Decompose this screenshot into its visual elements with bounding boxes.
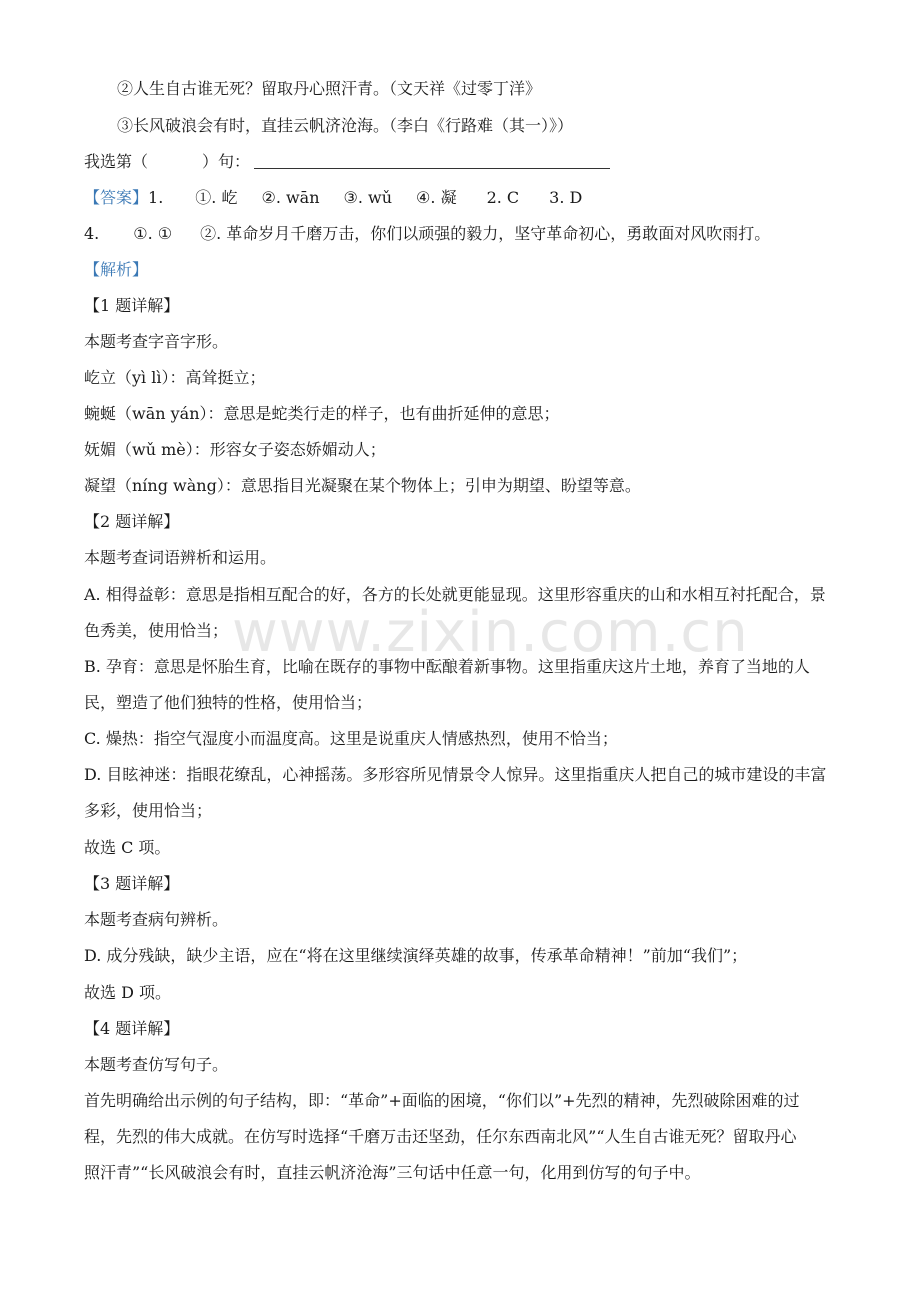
section-3-conclusion: 故选 D 项。	[84, 983, 172, 1002]
choice-prompt	[84, 151, 610, 173]
section-1-line-4: 妩媚（wǔ mè）：形容女子姿态娇媚动人；	[84, 440, 386, 459]
section-2-option-c: C. 燥热：指空气湿度小而温度高。这里是说重庆人情感热烈，使用不恰当；	[84, 729, 618, 748]
section-4-line-3: 程，先烈的伟大成就。在仿写时选择“千磨万击还坚劲，任尔东西南北风”“人生自古谁无死？留取丹心	[84, 1127, 797, 1146]
answer-q1-a: ①. 屹	[195, 188, 238, 207]
section-2-option-a-1: A. 相得益彰：意思是指相互配合的好，各方的长处就更能显现。这里形容重庆的山和水相互衬托配合，景	[84, 585, 826, 604]
section-2-option-b-1: B. 孕育：意思是怀胎生育，比喻在既存的事物中酝酿着新事物。这里指重庆这片土地，养育了当地的人	[84, 657, 810, 676]
answer-q2: 2. C	[486, 188, 520, 207]
section-2-option-d-2: 多彩，使用恰当；	[84, 801, 213, 820]
section-2-option-a-2: 色秀美，使用恰当；	[84, 621, 229, 640]
section-4-line-2: 首先明确给出示例的句子结构，即：“革命”+面临的困境，“你们以”+先烈的精神，先烈破除困难的过	[84, 1091, 800, 1110]
answer-q1-d: ④. 凝	[416, 188, 457, 207]
section-4-line-4: 照汗青”“长风破浪会有时，直挂云帆济沧海”三句话中任意一句，化用到仿写的句子中。	[84, 1163, 701, 1182]
poem-line-2: ②人生自古谁无死？留取丹心照汗青。（文天祥《过零丁洋》	[117, 79, 542, 98]
section-2-option-d-1: D. 目眩神迷：指眼花缭乱，心神摇荡。多形容所见情景令人惊异。这里指重庆人把自己的城市建设的丰富	[84, 765, 827, 784]
section-1-line-5: 凝望（níng wàng）：意思指目光凝聚在某个物体上；引申为期望、盼望等意。	[84, 476, 641, 495]
answer-label: 【答案】	[84, 188, 149, 207]
watermark: www.zixin.com.cn	[232, 600, 749, 665]
section-2-heading: 【2 题详解】	[84, 512, 180, 531]
answer-blank-line[interactable]	[254, 152, 610, 169]
choice-suffix: ）句：	[202, 152, 251, 171]
section-1-line-1: 本题考查字音字形。	[84, 332, 229, 351]
section-1-line-3: 蜿蜒（wān yán）：意思是蛇类行走的样子，也有曲折延伸的意思；	[84, 404, 560, 423]
answer-q4-b: ②. 革命岁月千磨万击，你们以顽强的毅力，坚守革命初心，勇敢面对风吹雨打。	[200, 224, 771, 243]
answer-q1-c: ③. wǔ	[343, 188, 393, 207]
section-3-heading: 【3 题详解】	[84, 874, 180, 893]
answer-q4-a: ①. ①	[133, 224, 173, 243]
answer-q4-row	[84, 223, 770, 245]
section-1-line-2: 屹立（yì lì）：高耸挺立；	[84, 368, 266, 387]
section-4-line-1: 本题考查仿写句子。	[84, 1055, 229, 1074]
section-4-heading: 【4 题详解】	[84, 1019, 180, 1038]
answer-q4-num: 4.	[84, 224, 100, 243]
choice-prefix: 我选第（	[84, 152, 149, 171]
section-2-option-b-2: 民，塑造了他们独特的性格，使用恰当；	[84, 693, 373, 712]
answer-q1-num: 1.	[148, 188, 164, 207]
section-2-conclusion: 故选 C 项。	[84, 838, 171, 857]
section-3-line-1: 本题考查病句辨析。	[84, 910, 229, 929]
poem-line-3: ③长风破浪会有时，直挂云帆济沧海。（李白《行路难（其一）》）	[117, 116, 574, 135]
section-2-line-1: 本题考查词语辨析和运用。	[84, 548, 277, 567]
answer-q3: 3. D	[549, 188, 583, 207]
analysis-label: 【解析】	[84, 260, 149, 279]
answer-q1-b: ②. wān	[261, 188, 320, 207]
answer-row	[84, 187, 582, 209]
section-1-heading: 【1 题详解】	[84, 296, 180, 315]
section-3-line-2: D. 成分残缺，缺少主语，应在“将在这里继续演绎英雄的故事，传承革命精神！”前加“我们”；	[84, 946, 748, 965]
